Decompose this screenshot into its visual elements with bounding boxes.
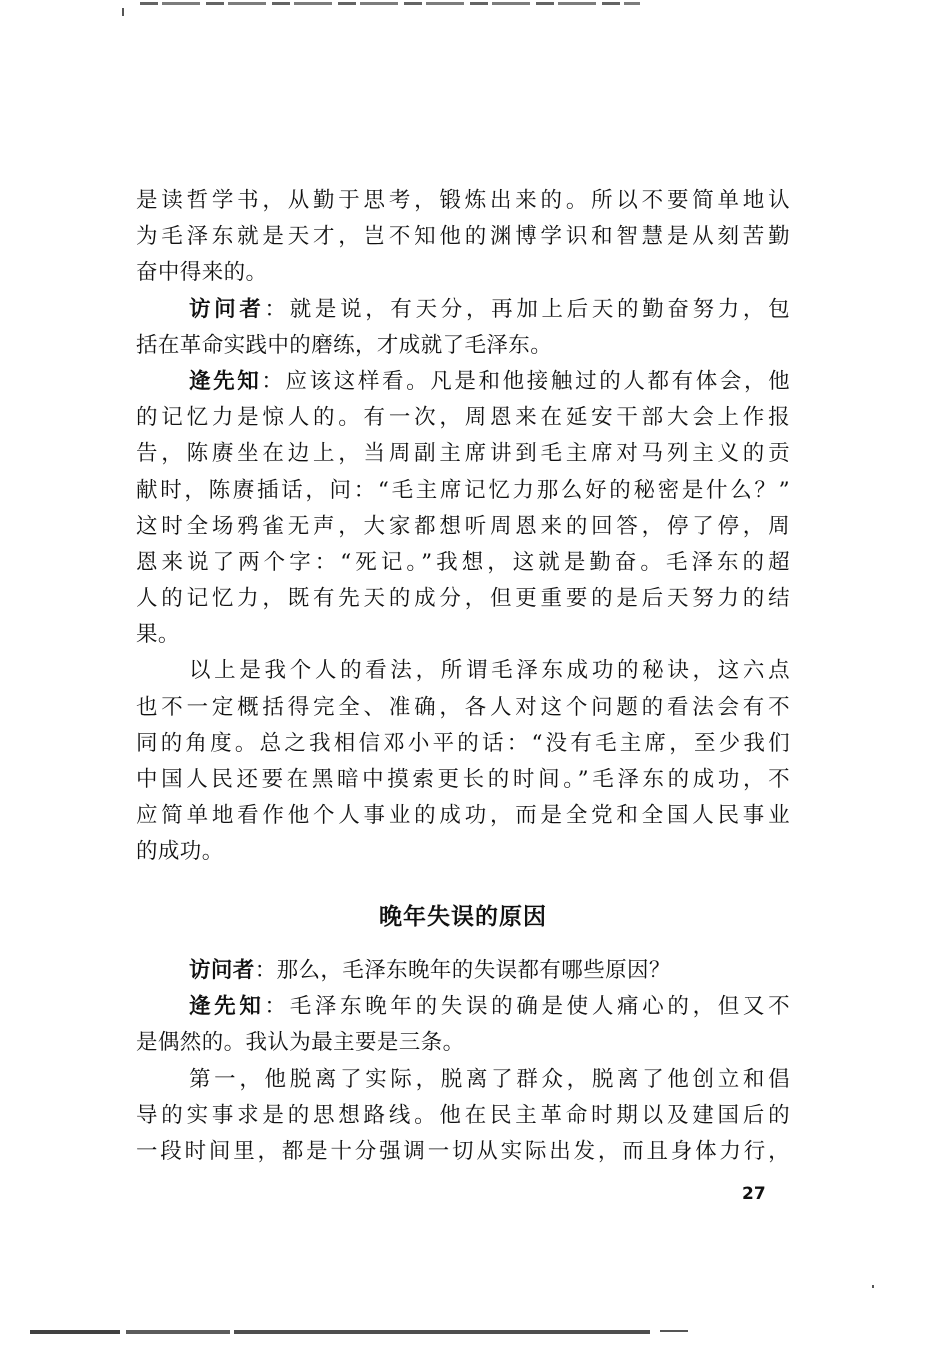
body-text-section-1	[136, 183, 790, 871]
text-line: 括在革命实践中的磨练，才成就了毛泽东。	[136, 332, 553, 358]
speaker-pang-xianzhi: 逄先知	[189, 368, 262, 394]
dialogue-text: ：就是说，有天分，再加上后天的勤奋努力，包	[264, 296, 791, 322]
text-line: 应简单地看作他个人事业的成功，而是全党和全国人民事业	[136, 803, 790, 829]
speaker-interviewer: 访问者	[189, 958, 255, 983]
interviewer-question-line	[136, 292, 790, 328]
text-line: 也不一定概括得完全、准确，各人对这个问题的看法会有不	[136, 694, 790, 720]
text-line: 是偶然的。我认为最主要是三条。	[136, 1030, 465, 1056]
text-line: 这时全场鸦雀无声，大家都想听周恩来的回答，停了停，周	[136, 513, 790, 539]
text-line: 中国人民还要在黑暗中摸索更长的时间。”毛泽东的成功，不	[136, 767, 790, 792]
scan-edge-top	[140, 2, 640, 5]
text-line: 以上是我个人的看法，所谓毛泽东成功的秘诀，这六点	[189, 658, 790, 684]
speaker-interviewer: 访问者	[189, 296, 265, 322]
page-number: 27	[742, 1184, 766, 1204]
answer-line	[136, 364, 790, 400]
text-line: 献时，陈赓插话，问：“毛主席记忆力那么好的秘密是什么？”	[136, 477, 790, 503]
interviewer-question-line	[136, 953, 790, 989]
text-line: 第一，他脱离了实际，脱离了群众，脱离了他创立和倡	[189, 1066, 790, 1092]
text-line: 告，陈赓坐在边上，当周副主席讲到毛主席对马列主义的贡	[136, 441, 790, 467]
text-line: 奋中得来的。	[136, 260, 268, 286]
text-line: 同的角度。总之我相信邓小平的话：“没有毛主席，至少我们	[136, 730, 790, 756]
dialogue-text: ：毛泽东晚年的失误的确是使人痛心的，但又不	[264, 994, 791, 1020]
scan-mark	[122, 8, 124, 16]
text-line: 恩来说了两个字：“死记。”我想，这就是勤奋。毛泽东的超	[136, 549, 790, 575]
section-heading: 晚年失误的原因	[379, 904, 547, 930]
text-line: 果。	[136, 622, 180, 648]
dialogue-text: ：应该这样看。凡是和他接触过的人都有体会，他	[261, 368, 790, 394]
speaker-pang-xianzhi: 逄先知	[189, 994, 265, 1020]
answer-line	[136, 989, 790, 1025]
text-line: 人的记忆力，既有先天的成分，但更重要的是后天努力的结	[136, 586, 790, 612]
text-line: 的记忆力是惊人的。有一次，周恩来在延安干部大会上作报	[136, 405, 790, 431]
dialogue-text: ：那么，毛泽东晚年的失误都有哪些原因？	[254, 958, 671, 983]
scan-edge-bottom	[30, 1330, 650, 1334]
scan-edge-bottom	[660, 1330, 688, 1332]
text-line: 的成功。	[136, 839, 224, 865]
text-line: 为毛泽东就是天才，岂不知他的渊博学识和智慧是从刻苦勤	[136, 224, 790, 250]
scan-mark	[872, 1285, 874, 1288]
text-line: 一段时间里，都是十分强调一切从实际出发，而且身体力行，	[136, 1138, 790, 1164]
text-line: 导的实事求是的思想路线。他在民主革命时期以及建国后的	[136, 1102, 790, 1128]
body-text-section-2	[136, 953, 790, 1170]
text-line: 是读哲学书，从勤于思考，锻炼出来的。所以不要简单地认	[136, 188, 790, 213]
